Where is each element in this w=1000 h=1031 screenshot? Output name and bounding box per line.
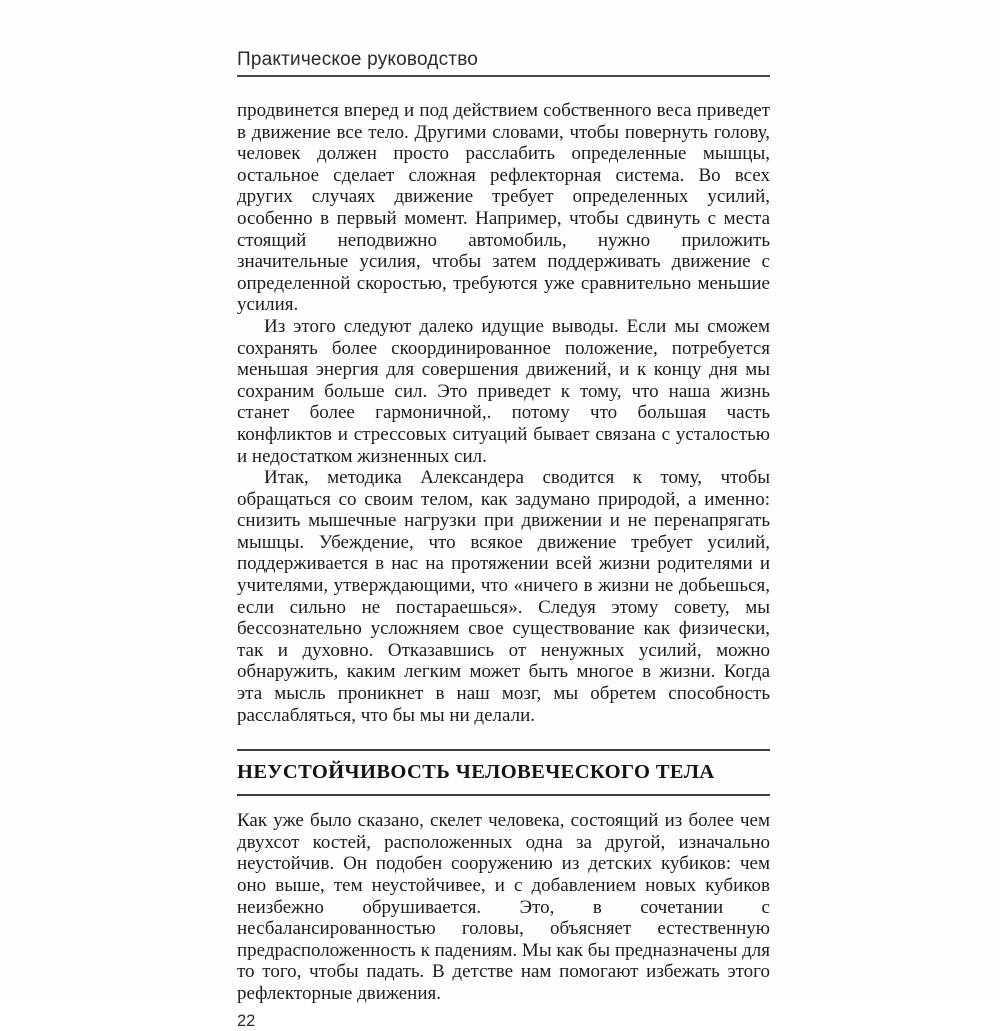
body-paragraph: Из этого следуют далеко идущие выводы. Если мы сможем сохранять более скоординированное положение, потребуется меньшая энергия для совершения движений, и к концу дня мы сохраним больше сил. Это приведет к тому, что наша жизнь станет более гармоничной,. потому что большая часть конфликтов и стрессовых ситуаций бывает связана с усталостью и недостатком жизненных сил.	[237, 315, 770, 467]
section-heading-rule-bottom	[237, 794, 770, 796]
running-head-rule	[237, 75, 770, 77]
section-heading: НЕУСТОЙЧИВОСТЬ ЧЕЛОВЕЧЕСКОГО ТЕЛА	[237, 761, 715, 784]
body-paragraph: Итак, методика Александера сводится к тому, чтобы обращаться со своим телом, как задумано природой, а именно: снизить мышечные нагрузки при движении и не перенапрягать мышцы. Убеждение, что всякое движение требует усилий, поддерживается в нас на протяжении всей жизни родителями и учителями, утверждающими, что «ничего в жизни не добьешься, если сильно не постараешься». Следуя этому совету, мы бессознательно усложняем свое существование как физически, так и духовно. Отказавшись от ненужных усилий, можно обнаружить, каким легким может быть многое в жизни. Когда эта мысль проникнет в наш мозг, мы обретем способность расслабляться, что бы мы ни делали.	[237, 467, 770, 726]
body-paragraph: Как уже было сказано, скелет человека, состоящий из более чем двухсот костей, расположенных одна за другой, изначально неустойчив. Он подобен сооружению из детских кубиков: чем оно выше, тем неустойчивее, и с добавлением новых кубиков неизбежно обрушивается. Это, в сочетании с несбалансированностью головы, объясняет естественную предрасположенность к падениям. Мы как бы предназначены для то того, чтобы падать. В детстве нам помогают избежать этого рефлекторные движения.	[237, 810, 770, 1004]
body-paragraph: продвинется вперед и под действием собственного веса приведет в движение все тело. Другими словами, чтобы повернуть голову, человек должен просто расслабить определенные мышцы, остальное сделает сложная рефлекторная система. Во всех других случаях движение требует определенных усилий, особенно в первый момент. Например, чтобы сдвинуть с места стоящий неподвижно автомобиль, нужно приложить значительные усилия, чтобы затем поддерживать движение с определенной скоростью, требуются уже сравнительно меньшие усилия.	[237, 100, 770, 316]
intro-text	[237, 100, 770, 726]
section-heading-block	[237, 749, 770, 796]
running-head: Практическое руководство	[237, 49, 479, 70]
page-number: 22	[237, 1011, 256, 1030]
text-column	[237, 0, 770, 1031]
section-text	[237, 810, 770, 1004]
